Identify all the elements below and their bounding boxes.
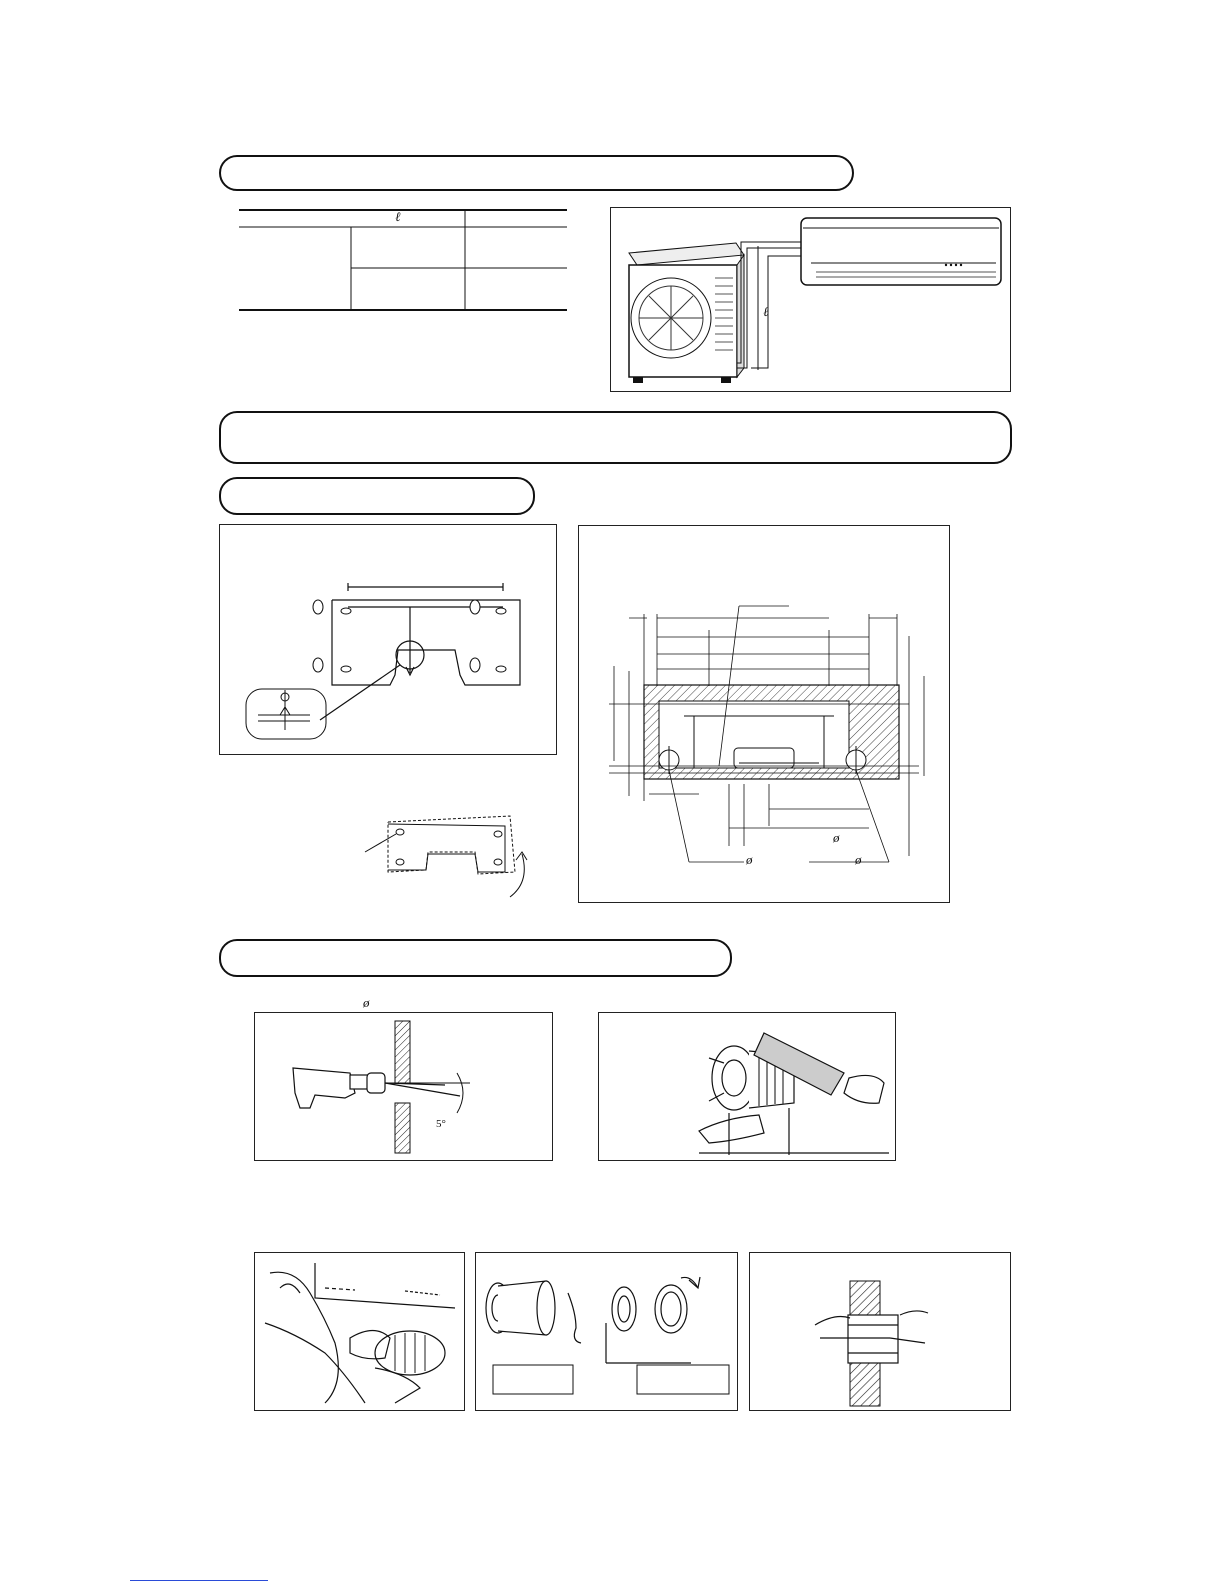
hole-diameter-symbol-1: ø <box>833 830 840 845</box>
drill-icon <box>293 1068 460 1108</box>
mounting-plate-diagram <box>219 524 557 755</box>
section-header-pipe-length <box>219 155 854 191</box>
pipe-run-lines <box>737 242 801 370</box>
outdoor-unit-drawing <box>629 243 744 383</box>
drill-diagram <box>254 1012 553 1161</box>
level-callout <box>246 689 326 739</box>
section-header-indoor-unit <box>219 411 1012 464</box>
sleeve-cut-diagram <box>598 1012 896 1161</box>
wall-hole-diameter-symbol: ø <box>363 995 370 1010</box>
hole-diameter-symbol-2: ø <box>746 852 753 867</box>
plate-rotation-sketch <box>360 812 540 902</box>
pipe-length-symbol: ℓ <box>763 304 769 319</box>
section-header-wall-hole <box>219 939 732 977</box>
sleeve-insert-photo <box>254 1252 465 1411</box>
sleeve-drawing <box>699 1033 889 1155</box>
mounting-plate-drawing <box>320 583 520 720</box>
footer-link[interactable] <box>130 1580 268 1581</box>
pipe-length-diagram <box>610 207 1011 392</box>
sleeve-installed-diagram <box>749 1252 1011 1411</box>
sleeve-parts-diagram <box>475 1252 738 1411</box>
hole-layout-diagram <box>578 525 950 903</box>
hole-diameter-symbol-3: ø <box>855 852 862 867</box>
drill-angle-label: 5° <box>436 1118 446 1130</box>
indoor-unit-drawing <box>801 218 1001 285</box>
pipe-table-length-symbol: ℓ <box>395 209 401 224</box>
section-header-mounting-plate <box>219 477 535 515</box>
pipe-length-table <box>236 205 576 320</box>
